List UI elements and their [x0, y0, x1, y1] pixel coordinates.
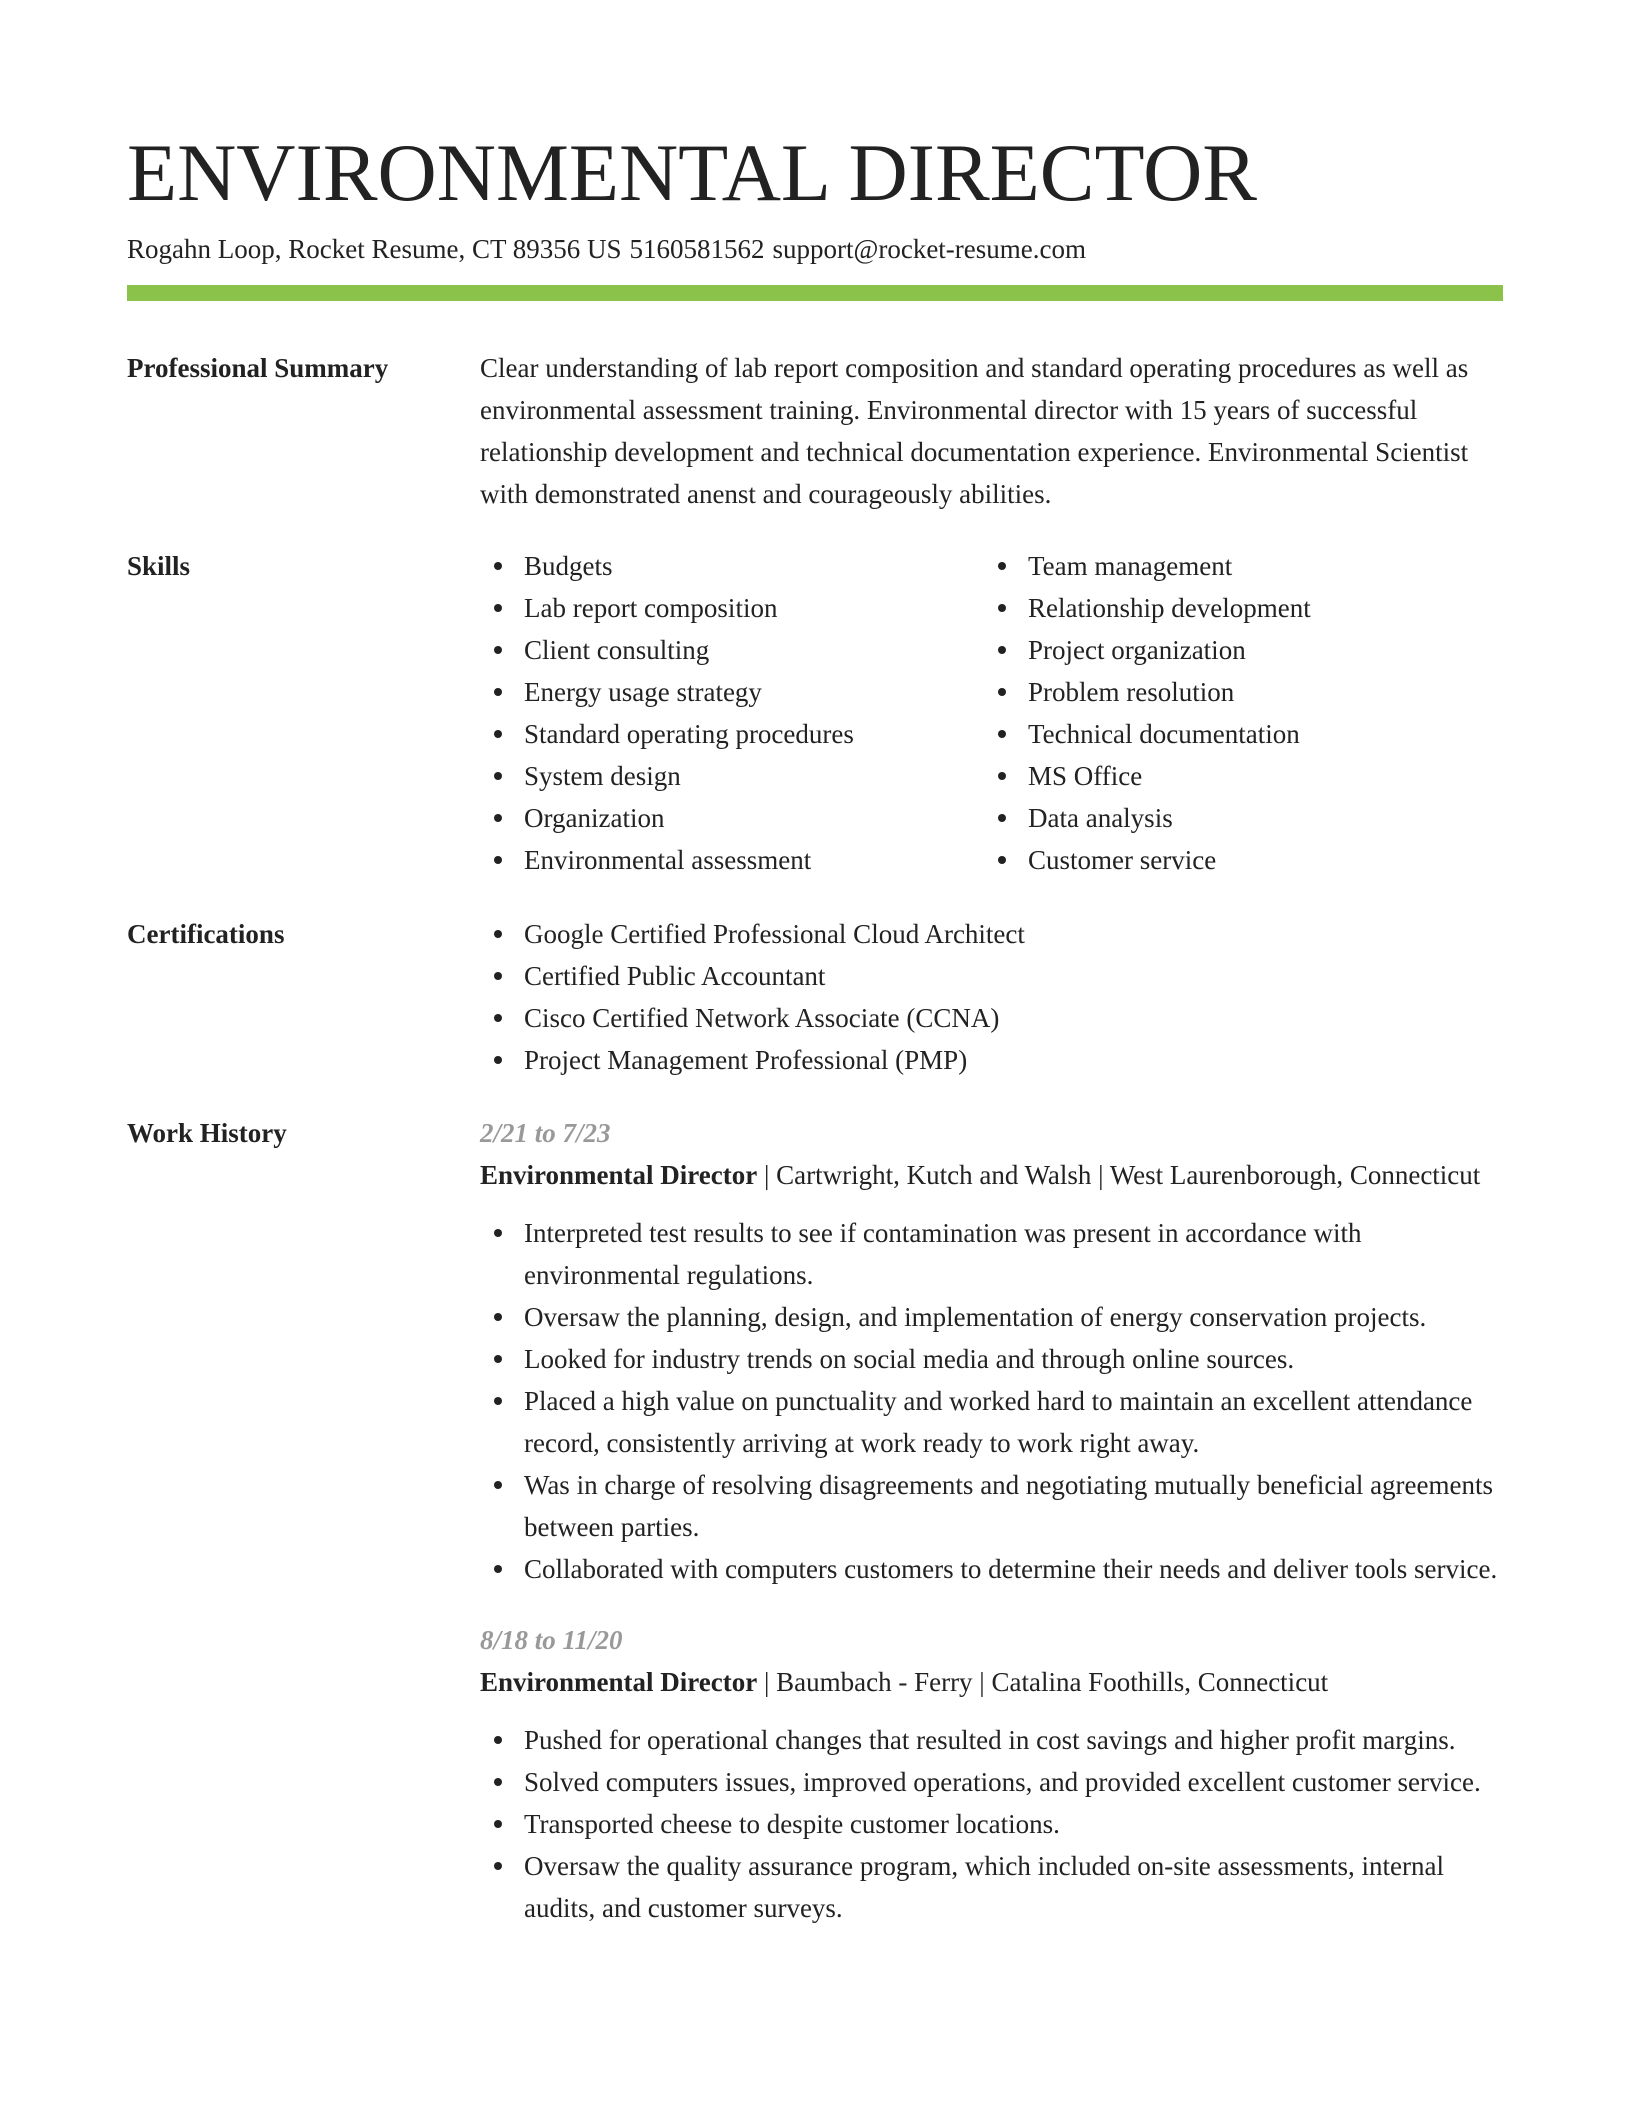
job-title: Environmental Director [480, 1160, 758, 1190]
contact-line [127, 232, 1094, 266]
certifications-list [480, 913, 1503, 1081]
summary-text: Clear understanding of lab report composition and standard operating procedures as well as environmental assessment training. Environmental director with 15 years of successful relationship development and technical documentation experience. Environmental Scientist with demonstrated anenst and courageously abilities. [480, 353, 1469, 509]
skill-item: Client consulting [480, 629, 984, 671]
summary-heading: Professional Summary [127, 353, 389, 383]
summary-body [480, 347, 1503, 515]
skills-column-left [480, 545, 984, 881]
job-bullet: Solved computers issues, improved operations, and provided excellent customer service. [480, 1761, 1503, 1803]
skill-item: System design [480, 755, 984, 797]
skill-item: Problem resolution [984, 671, 1488, 713]
certifications-heading: Certifications [127, 919, 285, 949]
job-bullet: Placed a high value on punctuality and worked hard to maintain an excellent attendance record, consistently arriving at work ready to work right away. [480, 1380, 1503, 1464]
contact-phone: 5160581562 [629, 234, 765, 264]
job-bullet: Interpreted test results to see if contamination was present in accordance with environmental regulations. [480, 1212, 1503, 1296]
job-bullet: Pushed for operational changes that resulted in cost savings and higher profit margins. [480, 1719, 1503, 1761]
job-title-line [480, 1154, 1503, 1196]
resume-title: ENVIRONMENTAL DIRECTOR [127, 127, 1257, 218]
certifications-body [480, 913, 1503, 1081]
work-history-heading: Work History [127, 1118, 287, 1148]
certification-item: Certified Public Accountant [480, 955, 1503, 997]
skill-item: Technical documentation [984, 713, 1488, 755]
skills-body [480, 545, 1503, 881]
job-dates: 2/21 to 7/23 [480, 1118, 611, 1148]
header-divider [127, 285, 1503, 301]
job-employer-location: | Cartwright, Kutch and Walsh | West Laurenborough, Connecticut [757, 1160, 1481, 1190]
skill-item: Budgets [480, 545, 984, 587]
job-bullet: Collaborated with computers customers to determine their needs and deliver tools service. [480, 1548, 1503, 1590]
job-bullets [480, 1212, 1503, 1590]
certification-item: Google Certified Professional Cloud Architect [480, 913, 1503, 955]
skill-item: Customer service [984, 839, 1488, 881]
contact-email: support@rocket-resume.com [772, 234, 1087, 264]
job-entry [480, 1112, 1503, 1590]
job-bullets [480, 1719, 1503, 1929]
job-bullet: Looked for industry trends on social media and through online sources. [480, 1338, 1503, 1380]
skill-item: Project organization [984, 629, 1488, 671]
skills-list-right [984, 545, 1488, 881]
skill-item: Energy usage strategy [480, 671, 984, 713]
skills-list-left [480, 545, 984, 881]
certification-item: Cisco Certified Network Associate (CCNA) [480, 997, 1503, 1039]
skills-heading: Skills [127, 551, 191, 581]
skill-item: Relationship development [984, 587, 1488, 629]
job-bullet: Oversaw the quality assurance program, which included on-site assessments, internal audits, and customer surveys. [480, 1845, 1503, 1929]
job-bullet: Was in charge of resolving disagreements and negotiating mutually beneficial agreements between parties. [480, 1464, 1503, 1548]
skill-item: MS Office [984, 755, 1488, 797]
job-entry [480, 1619, 1503, 1929]
skill-item: Organization [480, 797, 984, 839]
contact-address: Rogahn Loop, Rocket Resume, CT 89356 US [127, 234, 622, 264]
skill-item: Environmental assessment [480, 839, 984, 881]
job-title-line [480, 1661, 1503, 1703]
job-dates: 8/18 to 11/20 [480, 1625, 623, 1655]
skill-item: Lab report composition [480, 587, 984, 629]
job-title: Environmental Director [480, 1667, 758, 1697]
job-bullet: Transported cheese to despite customer locations. [480, 1803, 1503, 1845]
skill-item: Standard operating procedures [480, 713, 984, 755]
skill-item: Team management [984, 545, 1488, 587]
skills-columns [480, 545, 1503, 881]
skill-item: Data analysis [984, 797, 1488, 839]
job-bullet: Oversaw the planning, design, and implementation of energy conservation projects. [480, 1296, 1503, 1338]
job-employer-location: | Baumbach - Ferry | Catalina Foothills, Connecticut [757, 1667, 1329, 1697]
certification-item: Project Management Professional (PMP) [480, 1039, 1503, 1081]
skills-column-right [984, 545, 1488, 881]
work-history-body [480, 1112, 1503, 1929]
